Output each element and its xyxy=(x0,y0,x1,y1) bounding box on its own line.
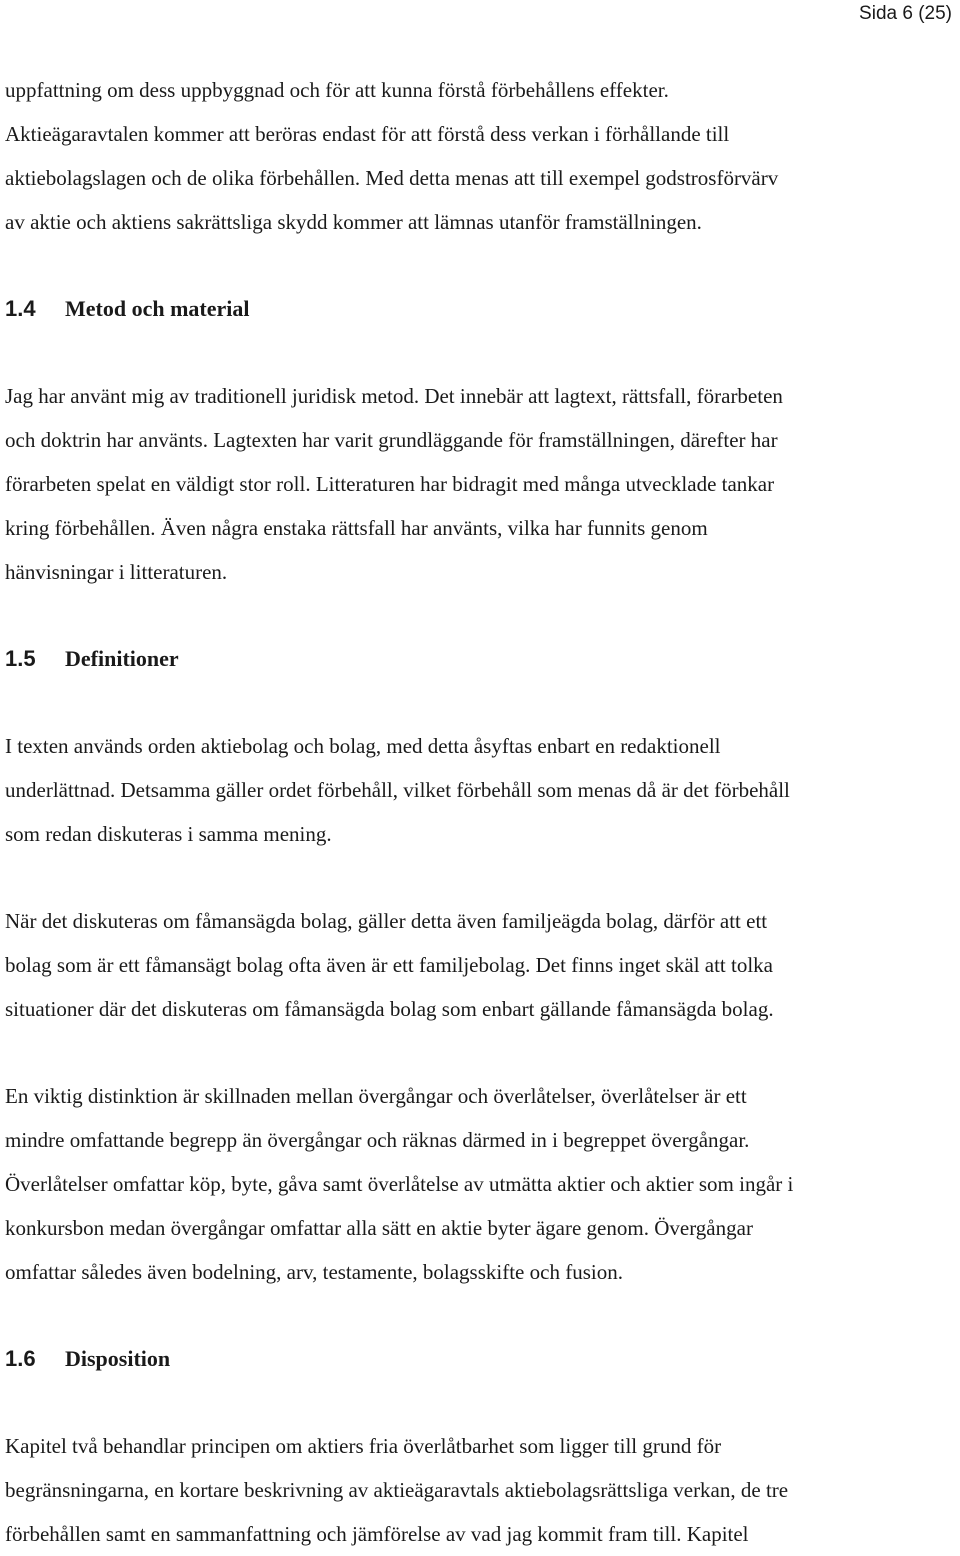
paragraph-intro xyxy=(5,68,957,244)
text-line: När det diskuteras om fåmansägda bolag, gäller detta även familjeägda bolag, därför att ett xyxy=(5,909,768,933)
text-line: Jag har använt mig av traditionell juridisk metod. Det innebär att lagtext, rättsfall, förarbeten xyxy=(5,384,783,408)
text-line: Överlåtelser omfattar köp, byte, gåva samt överlåtelse av utmätta aktier och aktier som ingår i xyxy=(5,1172,794,1196)
text-line: En viktig distinktion är skillnaden mellan övergångar och överlåtelser, överlåtelser är ett xyxy=(5,1084,747,1108)
text-line: konkursbon medan övergångar omfattar alla sätt en aktie byter ägare genom. Övergångar xyxy=(5,1216,753,1240)
paragraph-definitions-2 xyxy=(5,899,957,1031)
text-line: uppfattning om dess uppbyggnad och för att kunna förstå förbehållens effekter. xyxy=(5,78,669,102)
text-line: som redan diskuteras i samma mening. xyxy=(5,822,332,846)
text-line: hänvisningar i litteraturen. xyxy=(5,560,228,584)
text-line: mindre omfattande begrepp än övergångar och räknas därmed in i begreppet övergångar. xyxy=(5,1128,750,1152)
text-line: I texten används orden aktiebolag och bolag, med detta åsyftas enbart en redaktionell xyxy=(5,734,721,758)
section-number: 1.4 xyxy=(5,296,36,321)
page-number: Sida 6 (25) xyxy=(859,3,952,24)
paragraph-definitions-3 xyxy=(5,1074,957,1294)
text-line: omfattar således även bodelning, arv, testamente, bolagsskifte och fusion. xyxy=(5,1260,623,1284)
text-line: Kapitel två behandlar principen om aktiers fria överlåtbarhet som ligger till grund för xyxy=(5,1434,722,1458)
text-line: förbehållen samt en sammanfattning och jämförelse av vad jag kommit fram till. Kapitel xyxy=(5,1522,749,1546)
paragraph-definitions-1 xyxy=(5,724,957,856)
document-body xyxy=(5,68,957,1556)
paragraph-disposition xyxy=(5,1424,957,1556)
text-line: Aktieägaravtalen kommer att beröras endast för att förstå dess verkan i förhållande till xyxy=(5,122,730,146)
text-line: kring förbehållen. Även några enstaka rättsfall har använts, vilka har funnits genom xyxy=(5,516,708,540)
text-line: förarbeten spelat en väldigt stor roll. Litteraturen har bidragit med många utvecklade tankar xyxy=(5,472,775,496)
text-line: av aktie och aktiens sakrättsliga skydd kommer att lämnas utanför framställningen. xyxy=(5,210,702,234)
section-heading-definitioner xyxy=(5,637,957,681)
text-line: aktiebolagslagen och de olika förbehållen. Med detta menas att till exempel godstrosförvärv xyxy=(5,166,779,190)
text-line: begränsningarna, en kortare beskrivning av aktieägaravtals aktiebolagsrättsliga verkan, de tre xyxy=(5,1478,789,1502)
text-line: underlättnad. Detsamma gäller ordet förbehåll, vilket förbehåll som menas då är det förbehåll xyxy=(5,778,790,802)
section-number: 1.6 xyxy=(5,1346,36,1371)
text-line: bolag som är ett fåmansägt bolag ofta även är ett familjebolag. Det finns inget skäl att tolka xyxy=(5,953,774,977)
section-number: 1.5 xyxy=(5,646,36,671)
section-title: Disposition xyxy=(65,1346,171,1371)
section-heading-metod xyxy=(5,287,957,331)
section-title: Metod och material xyxy=(65,296,250,321)
paragraph-metod xyxy=(5,374,957,594)
text-line: situationer där det diskuteras om fåmansägda bolag som enbart gällande fåmansägda bolag. xyxy=(5,997,774,1021)
section-heading-disposition xyxy=(5,1337,957,1381)
section-title: Definitioner xyxy=(65,646,179,671)
text-line: och doktrin har använts. Lagtexten har varit grundläggande för framställningen, därefter har xyxy=(5,428,778,452)
